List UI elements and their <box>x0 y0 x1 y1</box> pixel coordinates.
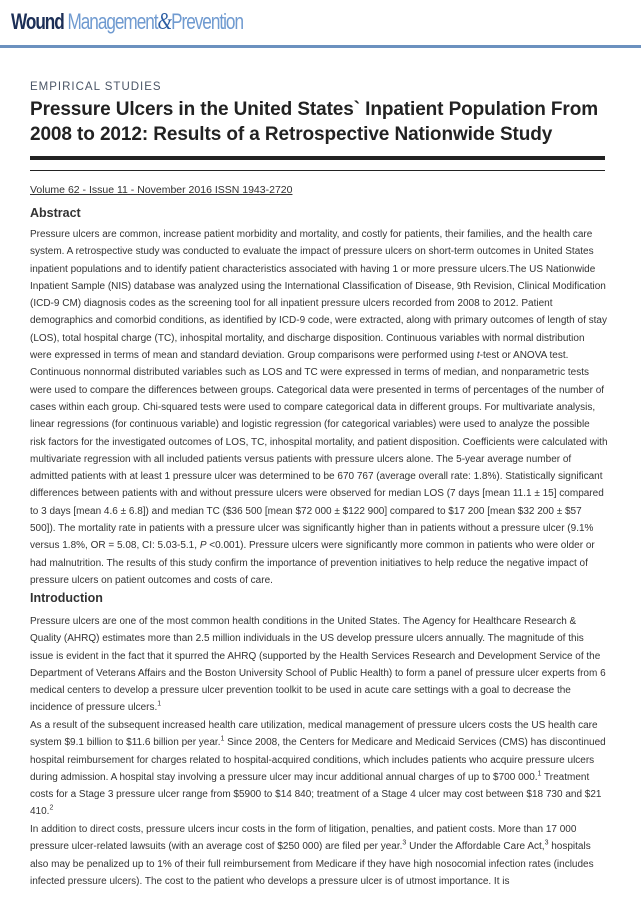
paragraph-text: Treatment costs for a Stage 3 pressure ulcer range from $5900 to $14 840; treatment of a Stage 4 ulcer may cost between $18 730 and $21 410. <box>30 771 602 818</box>
logo-word-wound: Wound <box>11 9 64 34</box>
abstract-text-part: <0.001). Pressure ulcers were significantly more common in patients who were older or had malnutrition. The results of this study confirm the importance of prevention initiatives to help reduce the negative impact of pressure ulcers on patient outcomes and costs of care. <box>30 540 595 586</box>
citation-ref[interactable]: 3 <box>544 839 549 847</box>
intro-paragraph-1 <box>30 613 608 717</box>
italic-t: t <box>476 350 480 362</box>
header-divider <box>0 45 641 48</box>
abstract-text-part: Pressure ulcers are common, increase patient morbidity and mortality, and costly for patients, their families, and the health care system. A retrospective study was conducted to evaluate the impact of pressure ulcers on short-term outcomes in United States inpatient populations and to identify patient characteristics associated with having 1 or more pressure ulcers.The US Nationwide Inpatient Sample (NIS) database was analyzed using the International Classification of Disease, 9th Revision, Clinical Modification (ICD-9 CM) diagnosis codes as the screening tool for all inpatient pressure ulcers recorded from 2008 to 2012. Patient demographics and comorbid conditions, as identified by ICD-9 code, were extracted, along with primary outcomes of length of stay (LOS), total hospital charge (TC), inhospital mortality, and discharge disposition. Continuous variables with normal distribution were expressed in terms of mean and standard deviation. Group comparisons were performed using <box>30 229 607 362</box>
abstract-text-part: -test or ANOVA test. Continuous nonnormal distributed variables such as LOS and TC were expressed in terms of median, and nonparametric tests were used to compare the differences between groups. Categorical data were presented in terms of percentages of the number of cases within each group. Chi-squared tests were used to compare categorical data in different groups. For multivariate analysis, linear regressions (for continuous variable) and logistic regression (for categorical variables) were used to analyze the possible risk factors for the investigated outcomes of LOS, TC, inhospital mortality, and patient disposition. Coefficients were calculated with multivariate regression with all included patients versus patients with pressure ulcers alone. The 5-year average number of admitted patients with at least 1 pressure ulcer was determined to be 670 767 (average overall rate: 1.8%). Statistically significant differences between patients with and without pressure ulcers were observed for median LOS (7 days [mean 11.1 ± 15] compared to 3 days [mean 4.6 ± 6.8]) and median TC ($36 500 [mean $72 000 ± $122 900] compared to $17 200 [mean $32 200 ± $57 500]). The mortality rate in patients with a pressure ulcer was significantly higher than in patients without a pressure ulcer (9.1% versus 1.8%, OR = 5.08, CI: 5.03-5.1, <box>30 350 608 552</box>
citation-ref[interactable]: 3 <box>402 839 407 847</box>
abstract-text <box>30 226 608 589</box>
article-header <box>30 80 605 147</box>
citation-ref[interactable]: 1 <box>157 701 162 709</box>
citation-ref[interactable]: 1 <box>537 770 542 778</box>
paragraph-text: As a result of the subsequent increased health care utilization, medical management of pressure ulcers costs the US health care system $9.1 billion to $11.6 billion per year. <box>30 720 598 749</box>
citation-ref[interactable]: 1 <box>220 735 225 743</box>
introduction-heading: Introduction <box>30 591 103 605</box>
paragraph-text: Since 2008, the Centers for Medicare and Medicaid Services (CMS) has discontinued hospital reimbursement for charges related to hospital-acquired conditions, which includes patients who acquire pressure ulcers during admission. A hospital stay involving a pressure ulcer may incur additional annual charges of up to $700 000. <box>30 737 606 783</box>
title-thin-divider <box>30 170 605 171</box>
paragraph-text: Under the Affordable Care Act, <box>406 841 545 853</box>
article-category: EMPIRICAL STUDIES <box>30 81 162 93</box>
article-title: Pressure Ulcers in the United States` Inpatient Population From 2008 to 2012: Results of a Retrospective Nationwide Study <box>30 99 599 145</box>
logo-word-management: Management <box>67 9 158 34</box>
intro-paragraph-3 <box>30 821 608 890</box>
issue-link[interactable]: Volume 62 - Issue 11 - November 2016 ISSN 1943-2720 <box>30 184 293 196</box>
italic-p: P <box>199 540 207 552</box>
logo-word-prevention: Prevention <box>171 9 243 34</box>
logo-ampersand: & <box>157 9 172 35</box>
title-thick-divider <box>30 156 605 160</box>
masthead <box>0 0 641 47</box>
paragraph-text: hospitals also may be penalized up to 1% of their full reimbursement from Medicare if they have high nosocomial infection rates (includes infected pressure ulcers). The cost to the patient who develops a pressure ulcer is of utmost importance. It is <box>30 841 594 887</box>
citation-ref[interactable]: 2 <box>49 805 54 813</box>
paragraph-text: Pressure ulcers are one of the most common health conditions in the United States. The Agency for Healthcare Research & Quality (AHRQ) estimates more than 2.5 million individuals in the US develop pressure ulcers annually. The magnitude of this issue is evident in the fact that it spurred the AHRQ (supported by the Health Services Research and Development Service of the Department of Veterans Affairs and the Boston University School of Public Health) to form a panel of pressure ulcer experts from 6 medical centers to develop a pressure ulcer prevention toolkit to be used in acute care settings with a goal to decrease the incidence of pressure ulcers. <box>30 616 606 714</box>
journal-logo[interactable] <box>11 9 243 35</box>
intro-paragraph-2 <box>30 717 608 821</box>
paragraph-text: In addition to direct costs, pressure ulcers incur costs in the form of litigation, penalties, and patient costs. More than 17 000 pressure ulcer-related lawsuits (with an average cost of $250 000) are filed per year. <box>30 824 577 853</box>
abstract-heading: Abstract <box>30 206 81 220</box>
